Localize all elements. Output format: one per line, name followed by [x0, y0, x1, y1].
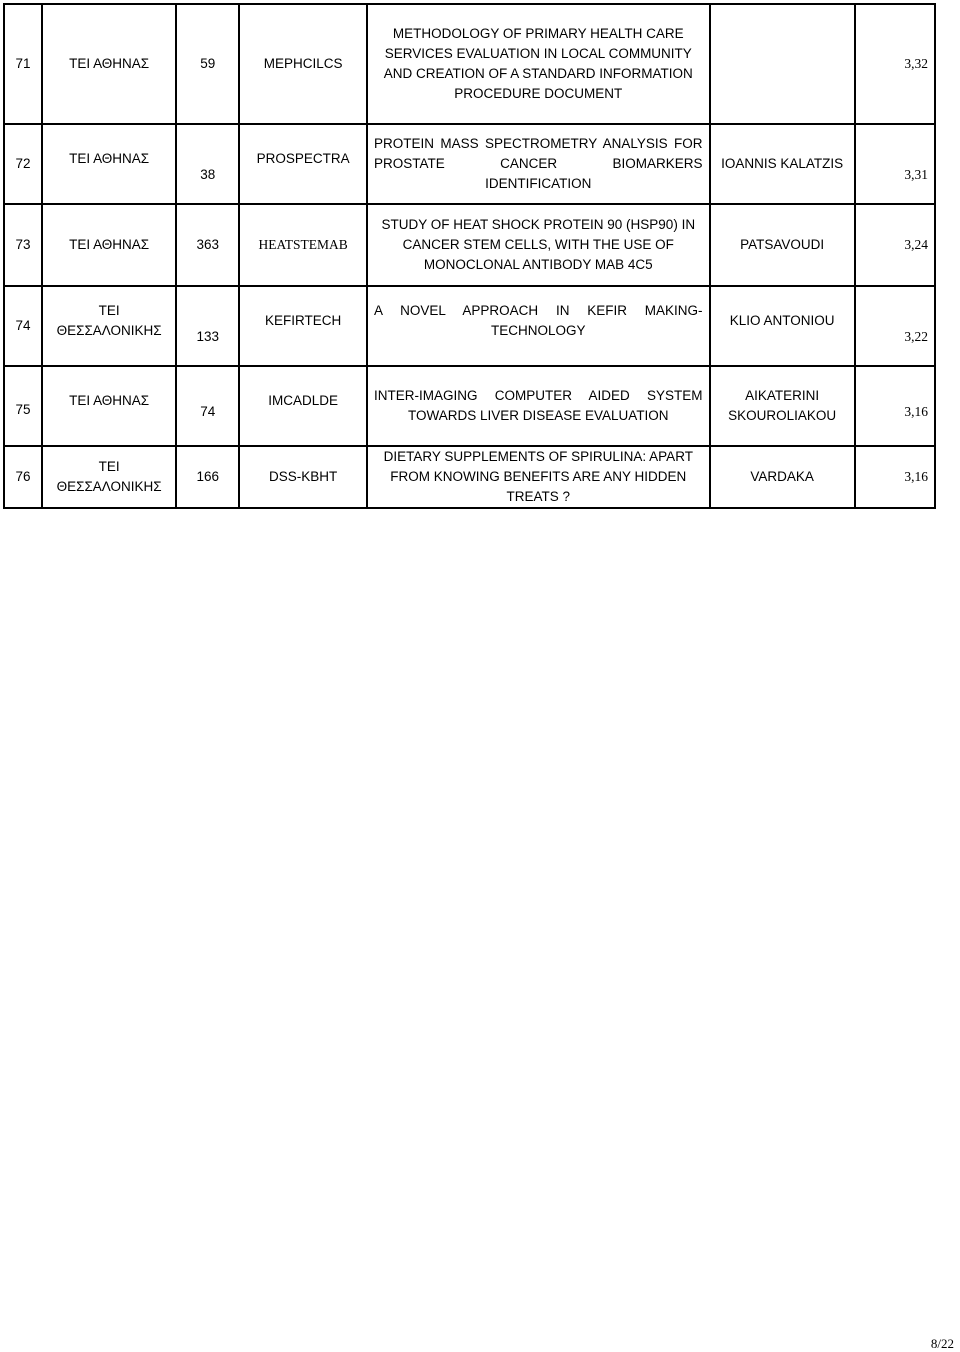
title-cell: METHODOLOGY OF PRIMARY HEALTH CARE SERVICES EVALUATION IN LOCAL COMMUNITY AND CREATION OF A STANDARD INFORMATION PROCEDURE DOCUMENT [367, 4, 709, 124]
coordinator-cell: AIKATERINI SKOUROLIAKOU [710, 366, 855, 446]
title-cell [367, 366, 709, 446]
acronym-cell: IMCADLDE [239, 366, 367, 446]
score-cell: 3,16 [855, 446, 935, 508]
title-cell [367, 124, 709, 204]
acronym-cell: HEATSTEMAB [239, 204, 367, 286]
title-text: INTER-IMAGING COMPUTER AIDED SYSTEM TOWARDS LIVER DISEASE EVALUATION [374, 388, 703, 423]
table-row [4, 204, 935, 286]
results-table [3, 3, 936, 509]
score-cell: 3,31 [855, 124, 935, 204]
table-row [4, 4, 935, 124]
score-cell: 3,16 [855, 366, 935, 446]
rank-cell: 75 [4, 366, 42, 446]
rank-cell: 73 [4, 204, 42, 286]
coordinator-cell: IOANNIS KALATZIS [710, 124, 855, 204]
rank-cell: 72 [4, 124, 42, 204]
table-row [4, 366, 935, 446]
institution-cell: ΤΕΙ ΘΕΣΣΑΛΟΝΙΚΗΣ [42, 286, 176, 366]
proposal-id-cell: 74 [176, 366, 239, 446]
rank-cell: 71 [4, 4, 42, 124]
title-text: PROTEIN MASS SPECTROMETRY ANALYSIS FOR PROSTATE CANCER BIOMARKERS IDENTIFICATION [374, 136, 703, 191]
acronym-cell: DSS-KBHT [239, 446, 367, 508]
title-text: A NOVEL APPROACH IN KEFIR MAKING-TECHNOLOGY [374, 303, 703, 338]
title-cell: DIETARY SUPPLEMENTS OF SPIRULINA: APART FROM KNOWING BENEFITS ARE ANY HIDDEN TREATS ? [367, 446, 709, 508]
proposal-id-cell: 59 [176, 4, 239, 124]
acronym-cell: KEFIRTECH [239, 286, 367, 366]
coordinator-cell: VARDAKA [710, 446, 855, 508]
institution-cell: ΤΕΙ ΑΘΗΝΑΣ [42, 204, 176, 286]
institution-cell: ΤΕΙ ΑΘΗΝΑΣ [42, 366, 176, 446]
title-cell: STUDY OF HEAT SHOCK PROTEIN 90 (HSP90) IN CANCER STEM CELLS, WITH THE USE OF MONOCLONAL ANTIBODY MAB 4C5 [367, 204, 709, 286]
title-cell [367, 286, 709, 366]
proposal-id-cell: 166 [176, 446, 239, 508]
score-cell: 3,32 [855, 4, 935, 124]
table-row [4, 286, 935, 366]
rank-cell: 74 [4, 286, 42, 366]
proposal-id-cell: 363 [176, 204, 239, 286]
score-cell: 3,22 [855, 286, 935, 366]
coordinator-cell: PATSAVOUDI [710, 204, 855, 286]
acronym-cell: PROSPECTRA [239, 124, 367, 204]
page-number: 8/22 [930, 1336, 954, 1351]
proposal-id-cell: 38 [176, 124, 239, 204]
table-row [4, 446, 935, 508]
coordinator-cell: KLIO ANTONIOU [710, 286, 855, 366]
rank-cell: 76 [4, 446, 42, 508]
score-cell: 3,24 [855, 204, 935, 286]
table-row [4, 124, 935, 204]
institution-cell: ΤΕΙ ΑΘΗΝΑΣ [42, 4, 176, 124]
proposal-id-cell: 133 [176, 286, 239, 366]
institution-cell: ΤΕΙ ΑΘΗΝΑΣ [42, 124, 176, 204]
coordinator-cell [710, 4, 855, 124]
institution-cell: ΤΕΙ ΘΕΣΣΑΛΟΝΙΚΗΣ [42, 446, 176, 508]
acronym-cell: MEPHCILCS [239, 4, 367, 124]
